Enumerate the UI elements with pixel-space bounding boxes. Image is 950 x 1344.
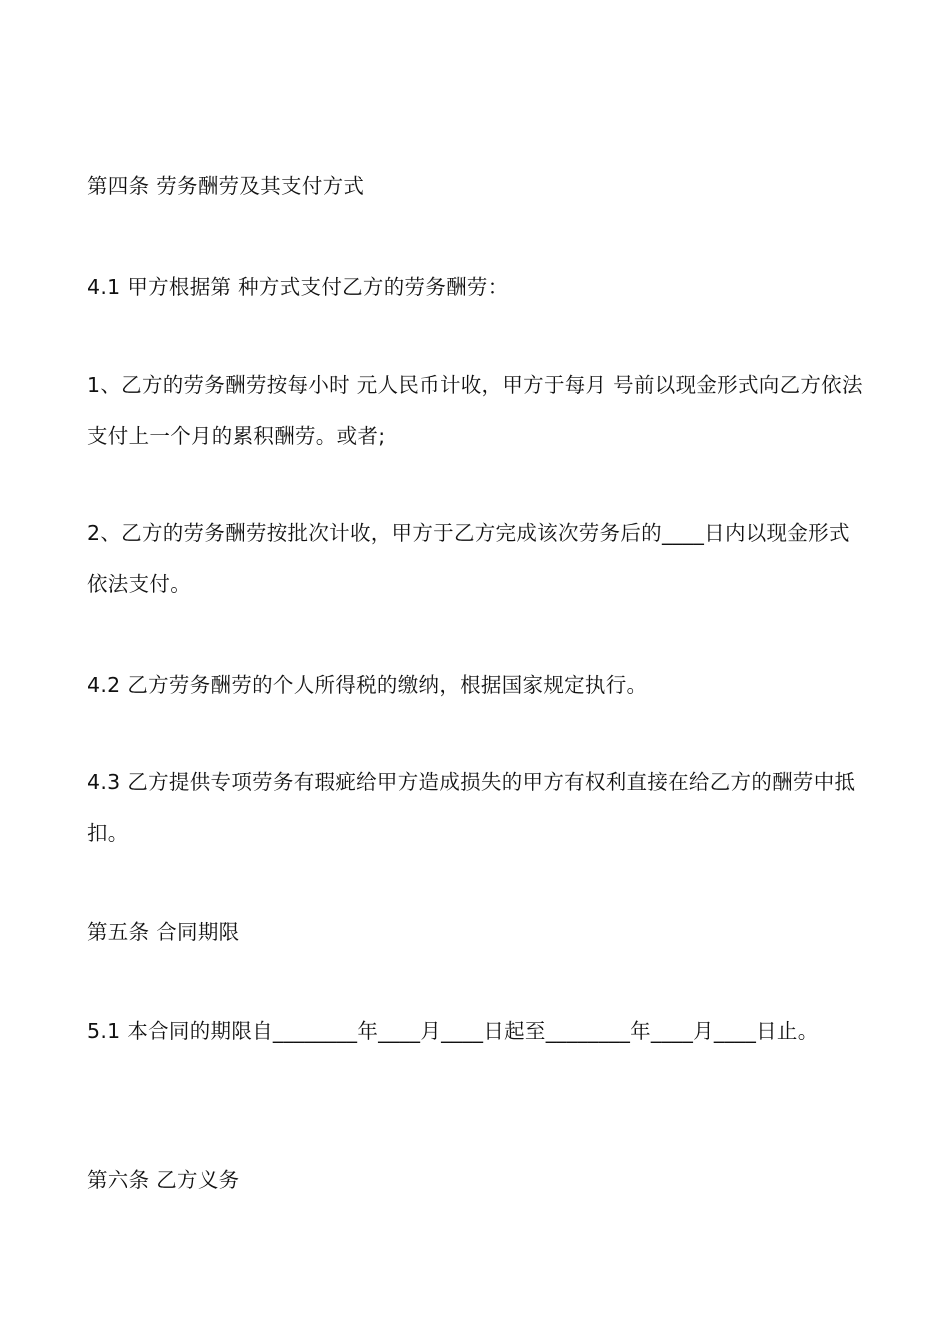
clause-4-1: 4.1 甲方根据第 种方式支付乙方的劳务酬劳：: [87, 275, 509, 299]
clause-4-1-option-2: 2、乙方的劳务酬劳按批次计收，甲方于乙方完成该次劳务后的____日内以现金形式依法支付。: [87, 521, 850, 596]
article-5-heading: 第五条 合同期限: [87, 920, 240, 944]
clause-4-2: 4.2 乙方劳务酬劳的个人所得税的缴纳，根据国家规定执行。: [87, 673, 648, 697]
article-6-heading: 第六条 乙方义务: [87, 1168, 240, 1192]
clause-5-1: 5.1 本合同的期限自________年____月____日起至________年____月____日止。: [87, 1019, 819, 1043]
clause-4-1-option-1: 1、乙方的劳务酬劳按每小时 元人民币计收，甲方于每月 号前以现金形式向乙方依法支付上一个月的累积酬劳。或者;: [87, 373, 863, 448]
clause-4-3: 4.3 乙方提供专项劳务有瑕疵给甲方造成损失的甲方有权利直接在给乙方的酬劳中抵扣。: [87, 770, 856, 845]
article-4-heading: 第四条 劳务酬劳及其支付方式: [87, 174, 365, 198]
